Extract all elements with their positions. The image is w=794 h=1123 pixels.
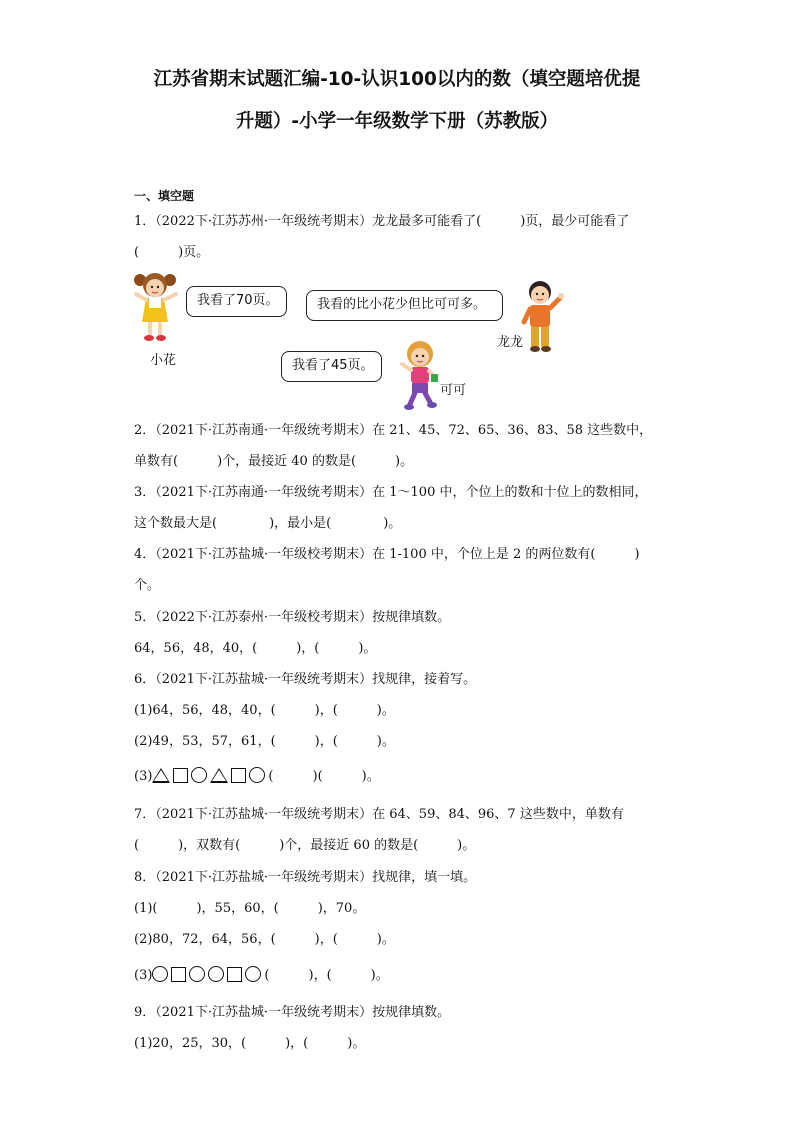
circle-shape-icon: [208, 966, 224, 982]
q1-line-2: ( )页。: [134, 245, 210, 260]
q8-line-2: (1)( )，55，60，( )，70。: [134, 901, 366, 916]
q7-line-1: 7．（2021下·江苏盐城·一年级统考期末）在 64、59、84、96、7 这些数中，单数有: [134, 807, 624, 822]
page-title-line-1: 江苏省期末试题汇编-10-认识100以内的数（填空题培优提: [153, 69, 641, 90]
circle-shape-icon: [249, 767, 265, 783]
q6-line-1: 6．（2021下·江苏盐城·一年级统考期末）找规律，接着写。: [134, 672, 477, 687]
page-title-line-2: 升题）-小学一年级数学下册（苏教版）: [235, 111, 559, 132]
q6-line-4: [134, 767, 380, 785]
q6-part3-label: (3): [134, 769, 153, 784]
circle-shape-icon: [189, 966, 205, 982]
q4-line-1: 4．（2021下·江苏盐城·一年级校考期末）在 1-100 中，个位上是 2 的两位数有( ): [134, 547, 640, 562]
q3-line-1: 3．（2021下·江苏南通·一年级统考期末）在 1～100 中，个位上的数和十位上的数相同，: [134, 485, 648, 500]
q9-line-1: 9．（2021下·江苏盐城·一年级统考期末）按规律填数。: [134, 1005, 451, 1020]
q8-line-3: (2)80，72，64，56，( )，( )。: [134, 932, 395, 947]
keke-figure: [398, 338, 444, 412]
speech-bubble-keke: 我看了45页。: [281, 351, 382, 382]
q8-line-4: [134, 966, 389, 984]
q1-line-1: 1．（2022下·江苏苏州·一年级统考期末）龙龙最多可能看了( )页，最少可能看了: [134, 214, 630, 229]
q2-line-1: 2．（2021下·江苏南通·一年级统考期末）在 21、45、72、65、36、83、58 这些数中，: [134, 423, 653, 438]
q6-part3-blanks: ( )( )。: [268, 769, 380, 784]
q6-shape-sequence: [152, 769, 268, 784]
q6-line-3: (2)49，53，57，61，( )，( )。: [134, 734, 395, 749]
circle-shape-icon: [152, 966, 168, 982]
q6-line-2: (1)64，56，48，40，( )，( )。: [134, 703, 395, 718]
q8-part3-label: (3): [134, 968, 153, 983]
circle-shape-icon: [245, 966, 261, 982]
q2-line-2: 单数有( )个，最接近 40 的数是( )。: [134, 454, 414, 469]
q5-line-1: 5．（2022下·江苏泰州·一年级校考期末）按规律填数。: [134, 610, 451, 625]
xiaohua-figure: [130, 268, 182, 346]
triangle-shape-icon: [210, 768, 228, 783]
speech-bubble-xiaohua: 我看了70页。: [186, 286, 287, 317]
caption-xiaohua: 小花: [150, 353, 177, 368]
triangle-shape-icon: [152, 768, 170, 783]
caption-keke: 可可: [440, 383, 467, 398]
square-shape-icon: [231, 768, 246, 783]
caption-longlong: 龙龙: [497, 335, 524, 350]
square-shape-icon: [171, 967, 186, 982]
q4-line-2: 个。: [134, 578, 161, 593]
circle-shape-icon: [191, 767, 207, 783]
q8-part3-blanks: ( )，( )。: [264, 968, 389, 983]
square-shape-icon: [227, 967, 242, 982]
q7-line-2: ( )，双数有( )个，最接近 60 的数是( )。: [134, 838, 476, 853]
square-shape-icon: [173, 768, 188, 783]
speech-bubble-longlong: 我看的比小花少但比可可多。: [306, 290, 503, 321]
section-heading: 一、填空题: [134, 189, 195, 203]
q8-line-1: 8．（2021下·江苏盐城·一年级统考期末）找规律，填一填。: [134, 870, 477, 885]
q9-line-2: (1)20，25，30，( )，( )。: [134, 1036, 366, 1051]
q3-line-2: 这个数最大是( )，最小是( )。: [134, 516, 402, 531]
q8-shape-sequence: [152, 968, 264, 983]
longlong-figure: [518, 278, 566, 354]
q5-line-2: 64，56，48，40，( )，( )。: [134, 641, 377, 656]
